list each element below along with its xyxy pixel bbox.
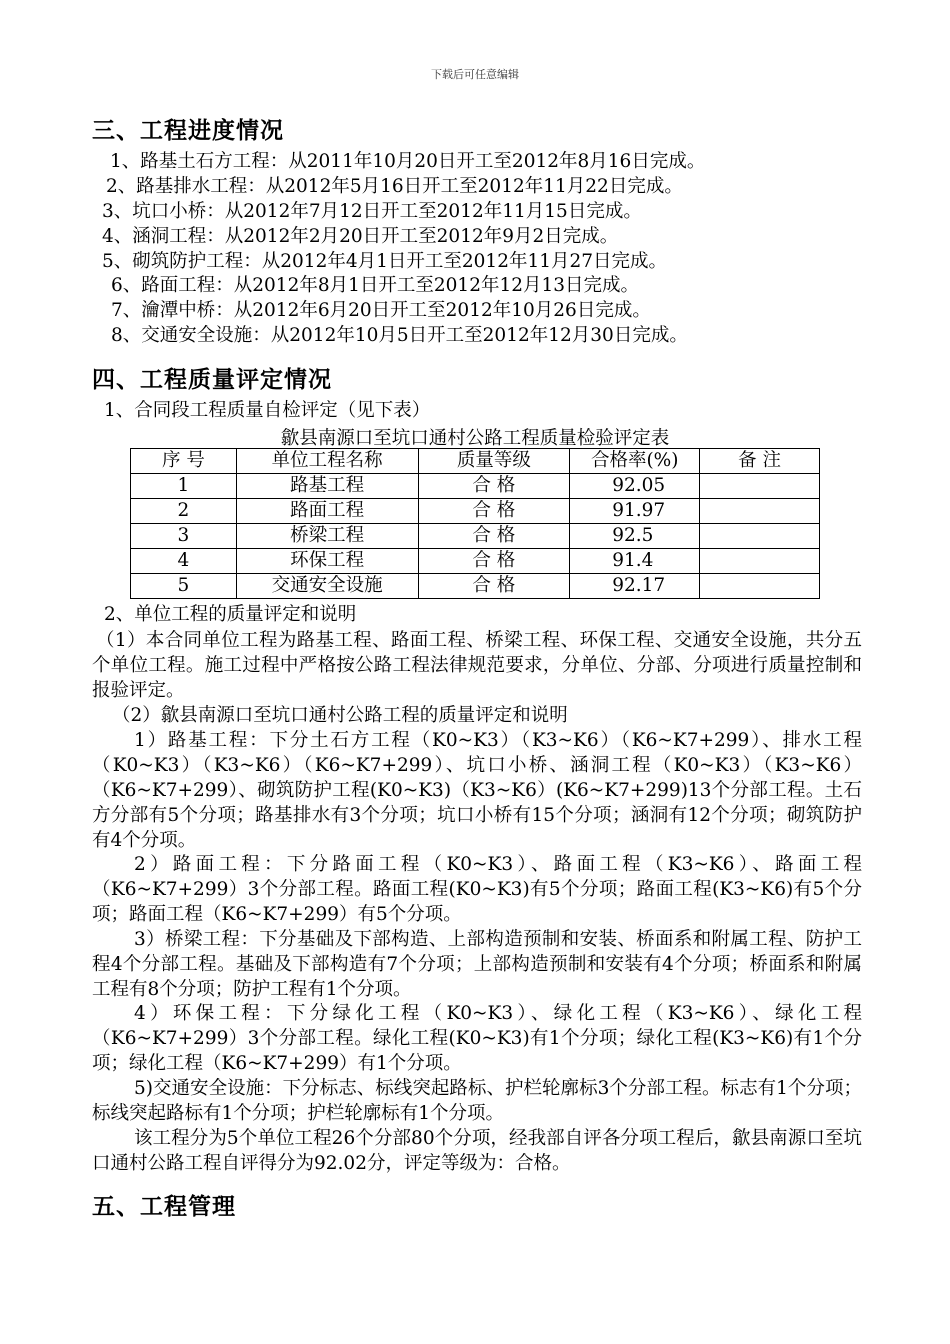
table-row: [131, 549, 820, 574]
table-cell: [700, 499, 820, 524]
progress-item-1: 1、路基土石方工程：从2011年10月20日开工至2012年8月16日完成。: [110, 151, 706, 172]
table-cell: [700, 574, 820, 599]
progress-item-5: 5、砌筑防护工程：从2012年4月1日开工至2012年11月27日完成。: [102, 251, 668, 272]
table-cell: 合 格: [418, 499, 570, 524]
progress-item-2: 2、路基排水工程：从2012年5月16日开工至2012年11月22日完成。: [106, 176, 683, 197]
table-row: [131, 499, 820, 524]
progress-item-4: 4、涵洞工程：从2012年2月20日开工至2012年9月2日完成。: [102, 226, 619, 247]
table-row: [131, 574, 820, 599]
table-cell: 4: [131, 549, 237, 574]
table-cell: [700, 474, 820, 499]
table-cell: 合 格: [418, 549, 570, 574]
paragraph-2: （2）歙县南源口至坑口通村公路工程的质量评定和说明: [112, 705, 568, 726]
section-5-title: 五、工程管理: [92, 1194, 236, 1220]
table-cell: 1: [131, 474, 237, 499]
table-cell: 3: [131, 524, 237, 549]
table-cell: [700, 549, 820, 574]
paragraph-1: （1）本合同单位工程为路基工程、路面工程、桥梁工程、环保工程、交通安全设施，共分五个单位工程。施工过程中严格按公路工程法律规范要求，分单位、分部、分项进行质量控制和报验评定。: [92, 630, 862, 701]
table-cell: 92.5: [570, 524, 700, 549]
section-4-title: 四、工程质量评定情况: [92, 367, 332, 393]
table-cell: 桥梁工程: [236, 524, 418, 549]
progress-item-8: 8、交通安全设施：从2012年10月5日开工至2012年12月30日完成。: [111, 325, 688, 346]
table-cell: 91.97: [570, 499, 700, 524]
table-cell: 92.05: [570, 474, 700, 499]
table-caption: 歙县南源口至坑口通村公路工程质量检验评定表: [280, 428, 670, 449]
table-cell: 合 格: [418, 474, 570, 499]
table-row: [131, 524, 820, 549]
progress-item-6: 6、路面工程：从2012年8月1日开工至2012年12月13日完成。: [111, 275, 640, 296]
header-cell: 序 号: [131, 449, 237, 474]
table-cell: 5: [131, 574, 237, 599]
progress-item-3: 3、坑口小桥：从2012年7月12日开工至2012年11月15日完成。: [102, 201, 642, 222]
table-cell: 合 格: [418, 524, 570, 549]
table-cell: 环保工程: [236, 549, 418, 574]
table-header-row: [131, 449, 820, 474]
quality-table: [130, 448, 820, 599]
table-row: [131, 474, 820, 499]
paragraph-roadbed: 1）路基工程：下分土石方工程（K0~K3）（K3~K6）（K6~K7+299）、排水工程（K0~K3）（K3~K6）（K6~K7+299）、坑口小桥、涵洞工程（K0~K3）（K3~K6）（K6~K7+299）、砌筑防护工程(K0~K3)（K3~K6）(K6~K7+299)13个分部工程。土石方分部有5个分项；路基排水有3个分项；坑口小桥有15个分项；涵洞有12个分项；砌筑防护有4个分项。: [92, 730, 862, 851]
table-cell: 2: [131, 499, 237, 524]
section-3-title: 三、工程进度情况: [92, 118, 284, 144]
page-header: 下载后可任意编辑: [431, 68, 519, 81]
table-cell: 合 格: [418, 574, 570, 599]
paragraph-summary: 该工程分为5个单位工程26个分部80个分项，经我部自评各分项工程后，歙县南源口至坑口通村公路工程自评得分为92.02分，评定等级为：合格。: [92, 1128, 862, 1174]
paragraph-pavement: 2）路面工程：下分路面工程（K0~K3）、路面工程（K3~K6）、路面工程（K6~K7+299）3个分部工程。路面工程(K0~K3)有5个分项；路面工程(K3~K6)有5个分项；路面工程（K6~K7+299）有5个分项。: [92, 854, 862, 925]
paragraph-bridge: 3）桥梁工程：下分基础及下部构造、上部构造预制和安装、桥面系和附属工程、防护工程4个分部工程。基础及下部构造有7个分项；上部构造预制和安装有4个分项；桥面系和附属工程有8个分项；防护工程有1个分项。: [92, 929, 862, 1000]
paragraph-traffic-safety: 5)交通安全设施：下分标志、标线突起路标、护栏轮廓标3个分部工程。标志有1个分项；标线突起路标有1个分项；护栏轮廓标有1个分项。: [92, 1078, 862, 1124]
subheading-2: 2、单位工程的质量评定和说明: [104, 604, 357, 625]
progress-item-7: 7、瀹潭中桥：从2012年6月20日开工至2012年10月26日完成。: [111, 300, 651, 321]
table-cell: 路基工程: [236, 474, 418, 499]
table-cell: 92.17: [570, 574, 700, 599]
header-cell: 备 注: [700, 449, 820, 474]
table-cell: 路面工程: [236, 499, 418, 524]
header-cell: 单位工程名称: [236, 449, 418, 474]
paragraph-environment: 4）环保工程：下分绿化工程（K0~K3）、绿化工程（K3~K6）、绿化工程（K6~K7+299）3个分部工程。绿化工程(K0~K3)有1个分项；绿化工程(K3~K6)有1个分项；绿化工程（K6~K7+299）有1个分项。: [92, 1003, 862, 1074]
table-cell: 交通安全设施: [236, 574, 418, 599]
table-cell: [700, 524, 820, 549]
header-cell: 质量等级: [418, 449, 570, 474]
subheading-1: 1、合同段工程质量自检评定（见下表）: [104, 400, 431, 421]
header-cell: 合格率(%): [570, 449, 700, 474]
table-cell: 91.4: [570, 549, 700, 574]
